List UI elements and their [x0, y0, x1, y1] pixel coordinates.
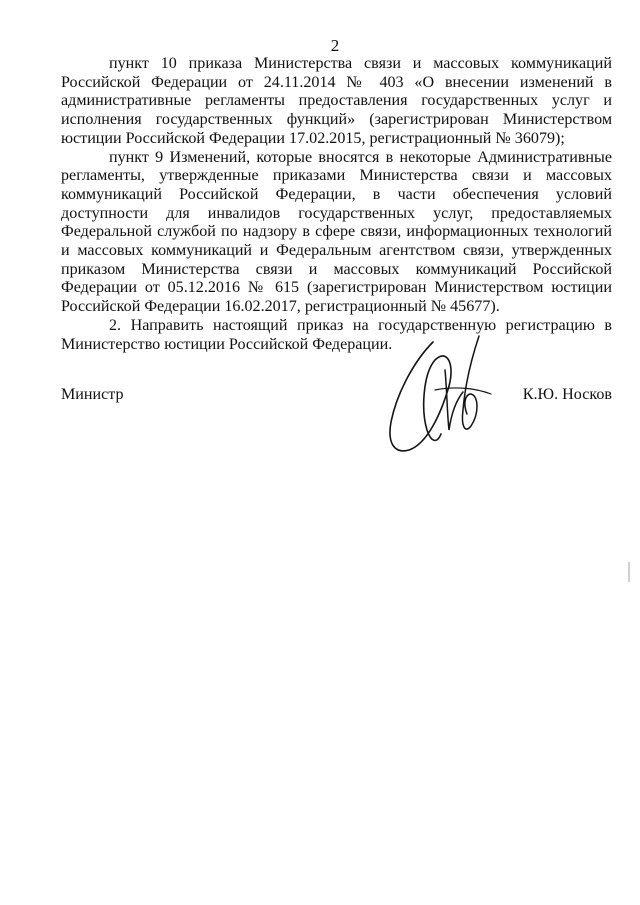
- document-body: [61, 55, 612, 354]
- signer-title: Министр: [61, 386, 124, 403]
- scan-artifact: [628, 562, 630, 582]
- signer-name: К.Ю. Носков: [522, 386, 612, 403]
- paragraph-clause-2: 2. Направить настоящий приказ на государственную регистрацию в Министерство юстиции Российской Федерации.: [61, 316, 612, 353]
- paragraph-item-10: пункт 10 приказа Министерства связи и массовых коммуникаций Российской Федерации от 24.11.2014 № 403 «О внесении изменений в административные регламенты предоставления государственных услуг и исполнения государственных функций» (зарегистрирован Министерством юстиции Российской Федерации 17.02.2015, регистрационный № 36079);: [61, 55, 612, 147]
- paragraph-item-9: пункт 9 Изменений, которые вносятся в некоторые Административные регламенты, утвержденные приказами Министерства связи и массовых коммуникаций Российской Федерации, в части обеспечения условий доступности для инвалидов государственных услуг, предоставляемых Федеральной службой по надзору в сфере связи, информационных технологий и массовых коммуникаций и Федеральным агентством связи, утвержденных приказом Министерства связи и массовых коммуникаций Российской Федерации от 05.12.2016 № 615 (зарегистрирован Министерством юстиции Российской Федерации 16.02.2017, регистрационный № 45677).: [61, 148, 612, 316]
- page-number: 2: [330, 36, 340, 55]
- handwritten-signature: [375, 330, 505, 480]
